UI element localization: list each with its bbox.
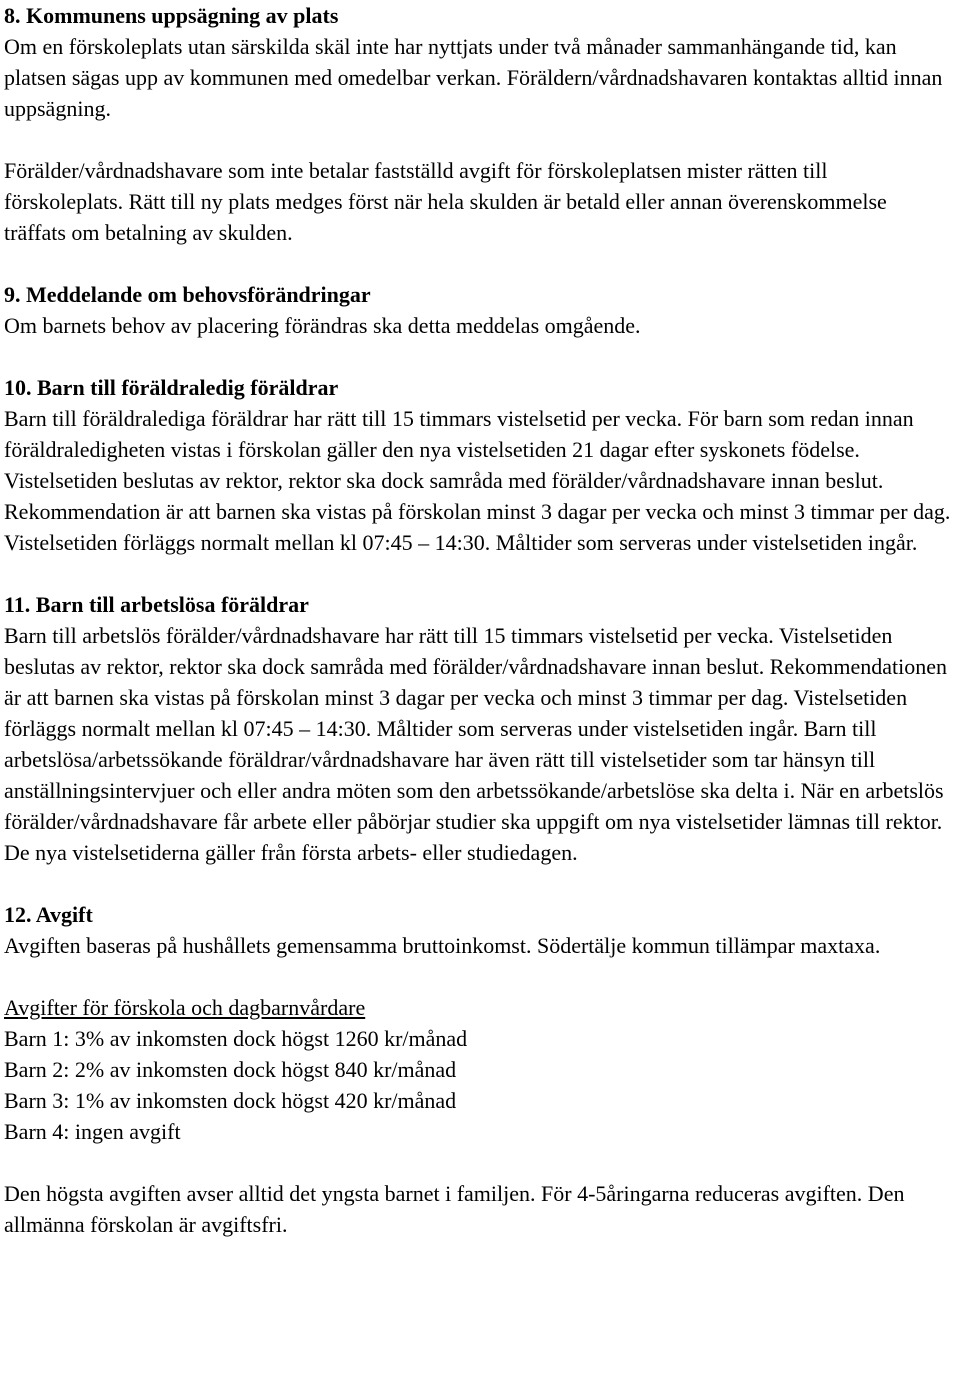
paragraph: Barn till arbetslös förälder/vårdnadshavare har rätt till 15 timmars vistelsetid per vecka. Vistelsetiden beslutas av rektor, rektor ska dock samråda med förälder/vårdnadshavare innan beslut. Rekommendationen är att barnen ska vistas på förskolan minst 3 dagar per vecka och minst 3 timmar per dag. Vistelsetiden förläggs normalt mellan kl 07:45 – 14:30. Måltider som serveras under vistelsetiden ingår. Barn till arbetslösa/arbetssökande föräldrar/vårdnadshavare har även rätt till vistelsetider som tar hänsyn till anställningsintervjuer och eller andra möten som den arbetssökande/arbetslöse ska delta i. När en arbetslös förälder/vårdnadshavare får arbete eller påbörjar studier ska uppgift om nya vistelsetider lämnas till rektor. De nya vistelsetiderna gäller från första arbets- eller studiedagen. bbox=[4, 623, 947, 865]
paragraph: Förälder/vårdnadshavare som inte betalar fastställd avgift för förskoleplatsen mister rätten till förskoleplats. Rätt till ny plats medges först när hela skulden är betald eller annan överenskommelse träffats om betalning av skulden. bbox=[4, 158, 887, 245]
section-12 bbox=[4, 899, 952, 1240]
paragraph: Om en förskoleplats utan särskilda skäl inte har nyttjats under två månader sammanhängande tid, kan platsen sägas upp av kommunen med omedelbar verkan. Föräldern/vårdnadshavaren kontaktas alltid innan uppsägning. bbox=[4, 34, 943, 121]
fee-item: Barn 3: 1% av inkomsten dock högst 420 kr/månad bbox=[4, 1088, 457, 1113]
spacer bbox=[4, 868, 952, 899]
paragraph: Avgiften baseras på hushållets gemensamma bruttoinkomst. Södertälje kommun tillämpar maxtaxa. bbox=[4, 933, 881, 958]
spacer bbox=[4, 124, 952, 155]
section-heading: 8. Kommunens uppsägning av plats bbox=[4, 3, 339, 28]
spacer bbox=[4, 248, 952, 279]
closing-paragraph: Den högsta avgiften avser alltid det yngsta barnet i familjen. För 4-5åringarna reduceras avgiften. Den allmänna förskolan är avgiftsfri. bbox=[4, 1181, 905, 1237]
fee-item: Barn 4: ingen avgift bbox=[4, 1119, 181, 1144]
section-heading: 11. Barn till arbetslösa föräldrar bbox=[4, 592, 309, 617]
section-11 bbox=[4, 589, 952, 868]
paragraph: Barn till föräldralediga föräldrar har rätt till 15 timmars vistelsetid per vecka. För barn som redan innan föräldraledigheten vistas i förskolan gäller den nya vistelsetiden 21 dagar efter syskonets födelse. Vistelsetiden beslutas av rektor, rektor ska dock samråda med förälder/vårdnadshavare innan beslut. Rekommendation är att barnen ska vistas på förskolan minst 3 dagar per vecka och minst 3 timmar per dag. Vistelsetiden förläggs normalt mellan kl 07:45 – 14:30. Måltider som serveras under vistelsetiden ingår. bbox=[4, 406, 951, 555]
section-8 bbox=[4, 0, 952, 248]
spacer bbox=[4, 961, 952, 992]
spacer bbox=[4, 558, 952, 589]
spacer bbox=[4, 341, 952, 372]
section-9 bbox=[4, 279, 952, 341]
section-heading: 10. Barn till föräldraledig föräldrar bbox=[4, 375, 339, 400]
section-heading: 12. Avgift bbox=[4, 902, 93, 927]
paragraph: Om barnets behov av placering förändras ska detta meddelas omgående. bbox=[4, 313, 641, 338]
fees-title: Avgifter för förskola och dagbarnvårdare bbox=[4, 995, 366, 1020]
section-10 bbox=[4, 372, 952, 558]
fee-item: Barn 1: 3% av inkomsten dock högst 1260 kr/månad bbox=[4, 1026, 468, 1051]
spacer bbox=[4, 1147, 952, 1178]
fee-item: Barn 2: 2% av inkomsten dock högst 840 kr/månad bbox=[4, 1057, 457, 1082]
section-heading: 9. Meddelande om behovsförändringar bbox=[4, 282, 371, 307]
